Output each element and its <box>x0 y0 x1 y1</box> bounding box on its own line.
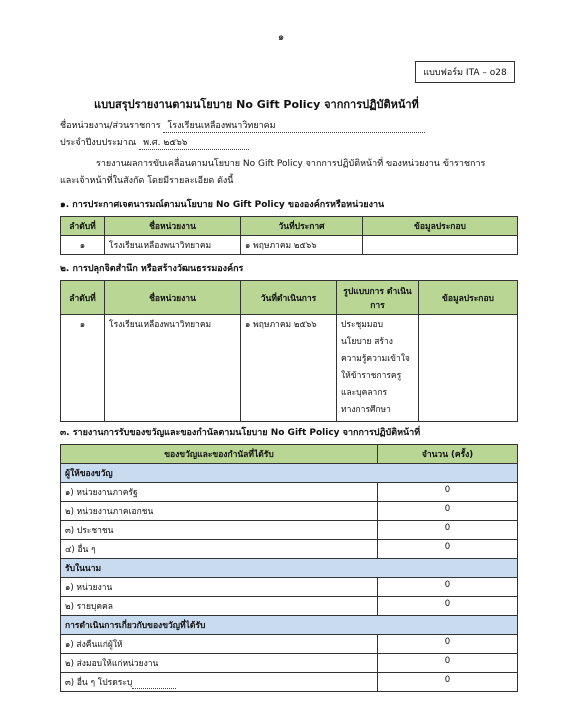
item-count: 0 <box>378 597 518 616</box>
item-label: ๒) หน่วยงานภาคเอกชน <box>61 502 378 521</box>
item-label: ๒) ส่งมอบให้แก่หน่วยงาน <box>61 654 378 673</box>
item-label: ๓) อื่น ๆ โปรดระบุ <box>65 678 133 688</box>
item-label: ๑) ส่งคืนแก่ผู้ให้ <box>61 635 378 654</box>
group-title-received-as: รับในนาม <box>61 559 518 578</box>
s3-header-count: จำนวน (ครั้ง) <box>378 445 518 464</box>
group-title-giver: ผู้ให้ของขวัญ <box>61 464 518 483</box>
item-label: ๒) รายบุคคล <box>61 597 378 616</box>
document-title: แบบสรุปรายงานตามนโยบาย No Gift Policy จากการปฏิบัติหน้าที่ <box>94 98 419 111</box>
section1-table <box>60 216 518 255</box>
item-count: 0 <box>378 540 518 559</box>
specify-blank <box>132 680 176 689</box>
s2-header-date: วันที่ดำเนินการ <box>241 281 337 315</box>
item-count: 0 <box>378 578 518 597</box>
fiscal-year-value: พ.ศ. ๒๕๖๖ <box>139 135 249 150</box>
intro-line-1: รายงานผลการขับเคลื่อนตามนโยบาย No Gift Policy จากการปฏิบัติหน้าที่ ของหน่วยงาน ข้าราชการ <box>96 159 486 169</box>
table-row <box>61 540 518 559</box>
s2-row-info <box>419 315 518 422</box>
section3-heading: ๓. รายงานการรับของขวัญและของกำนัลตามนโยบาย No Gift Policy จากการปฏิบัติหน้าที่ <box>60 428 421 438</box>
page-number: ๑ <box>277 32 285 43</box>
item-label: ๓) ประชาชน <box>61 521 378 540</box>
item-count: 0 <box>378 502 518 521</box>
item-label: ๑) หน่วยงาน <box>61 578 378 597</box>
s2-row-no: ๑ <box>61 315 105 422</box>
section3-table <box>60 444 518 692</box>
agency-label: ชื่อหน่วยงาน/ส่วนราชการ <box>60 121 161 131</box>
group-row <box>61 616 518 635</box>
s1-row-agency: โรงเรียนเหลืองพนาวิทยาคม <box>105 236 241 255</box>
s2-row-agency: โรงเรียนเหลืองพนาวิทยาคม <box>105 315 241 422</box>
section2-table <box>60 280 518 422</box>
item-count: 0 <box>378 654 518 673</box>
table-row <box>61 483 518 502</box>
s3-header-item: ของขวัญและของกำนัลที่ได้รับ <box>61 445 378 464</box>
s1-header-info: ข้อมูลประกอบ <box>363 217 518 236</box>
item-count: 0 <box>378 635 518 654</box>
table-row <box>61 654 518 673</box>
table-row <box>61 236 518 255</box>
group-title-action: การดำเนินการเกี่ยวกับของขวัญที่ได้รับ <box>61 616 518 635</box>
s2-header-no: ลำดับที่ <box>61 281 105 315</box>
s2-row-method: ประชุมมอบ นโยบาย สร้าง ความรู้ความเข้าใจ ให้ข้าราชการครู และบุคลากร ทางการศึกษา <box>337 315 419 422</box>
intro-line-2: และเจ้าหน้าที่ในสังกัด โดยมีรายละเอียด ดังนี้ <box>60 176 234 186</box>
s2-row-date: ๑ พฤษภาคม ๒๕๖๖ <box>241 315 337 422</box>
group-row <box>61 464 518 483</box>
item-count: 0 <box>378 673 518 692</box>
table-row <box>61 635 518 654</box>
table-row <box>61 521 518 540</box>
item-label: ๑) หน่วยงานภาครัฐ <box>61 483 378 502</box>
section1-heading: ๑. การประกาศเจตนารมณ์ตามนโยบาย No Gift Policy ขององค์กรหรือหน่วยงาน <box>60 200 385 210</box>
s1-row-info <box>363 236 518 255</box>
agency-value: โรงเรียนเหลืองพนาวิทยาคม <box>163 118 425 133</box>
table-row <box>61 673 518 692</box>
section2-heading: ๒. การปลุกจิตสำนึก หรือสร้างวัฒนธรรมองค์กร <box>60 264 244 274</box>
table-row <box>61 502 518 521</box>
s2-header-method: รูปแบบการ ดำเนินการ <box>337 281 419 315</box>
item-count: 0 <box>378 521 518 540</box>
form-code: แบบฟอร์ม ITA – o28 <box>423 68 507 78</box>
s1-header-agency: ชื่อหน่วยงาน <box>105 217 241 236</box>
s1-header-no: ลำดับที่ <box>61 217 105 236</box>
table-row <box>61 578 518 597</box>
agency-field <box>60 118 425 133</box>
s2-header-info: ข้อมูลประกอบ <box>419 281 518 315</box>
s1-row-date: ๑ พฤษภาคม ๒๕๖๖ <box>241 236 363 255</box>
s1-header-date: วันที่ประกาศ <box>241 217 363 236</box>
item-label: ๔) อื่น ๆ <box>61 540 378 559</box>
fiscal-year-label: ประจำปีงบประมาณ <box>60 138 137 148</box>
item-label-with-blank <box>61 673 378 692</box>
s2-header-agency: ชื่อหน่วยงาน <box>105 281 241 315</box>
s1-row-no: ๑ <box>61 236 105 255</box>
form-code-box <box>415 61 515 83</box>
fiscal-year-field <box>60 135 249 150</box>
group-row <box>61 559 518 578</box>
item-count: 0 <box>378 483 518 502</box>
table-row <box>61 597 518 616</box>
table-row <box>61 315 518 422</box>
